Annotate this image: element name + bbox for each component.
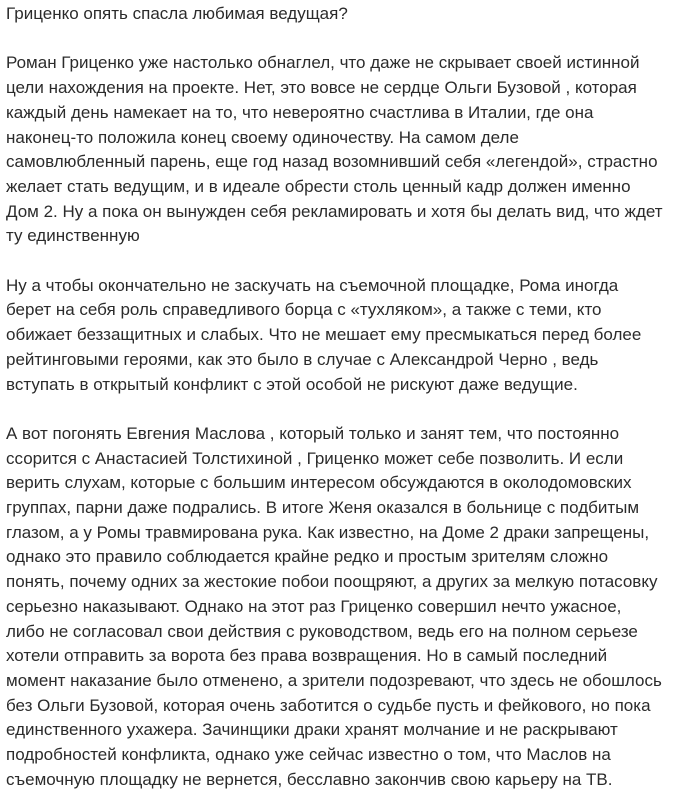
text-line: вступать в открытый конфликт с этой особой не рискуют даже ведущие. — [6, 374, 578, 394]
article-headline — [6, 2, 691, 27]
text-line: ту единственную — [6, 226, 140, 246]
text-line: понять, почему одних за жестокие побои поощряют, а других за мелкую потасовку — [6, 572, 658, 592]
text-line: без Ольги Бузовой, которая очень заботится о судьбе пусть и фейкового, но пока — [6, 695, 651, 715]
text-line: берет на себя роль справедливого борца с «тухляком», а также с теми, кто — [6, 300, 602, 320]
text-line: каждый день намекает на то, что невероятно счастлива в Италии, где она — [6, 102, 594, 122]
text-line: однако это правило соблюдается крайне редко и простым зрителям сложно — [6, 547, 609, 567]
paragraph-third — [6, 422, 691, 793]
text-line: съемочную площадку не вернется, бесславно закончив свою карьеру на ТВ. — [6, 769, 613, 789]
text-line: Дом 2. Ну а пока он вынужден себя рекламировать и хотя бы делать вид, что ждет — [6, 201, 663, 221]
text-line: самовлюбленный парень, еще год назад возомнивший себя «легендой», страстно — [6, 152, 658, 172]
paragraph-second — [6, 274, 691, 398]
text-line: наконец-то положила конец своему одиночеству. На самом деле — [6, 127, 519, 147]
text-line: А вот погонять Евгения Маслова , который только и занят тем, что постоянно — [6, 423, 620, 443]
text-line: обижает беззащитных и слабых. Что не мешает ему пресмыкаться перед более — [6, 325, 642, 345]
text-line: хотели отправить за ворота без права возвращения. Но в самый последний — [6, 646, 608, 666]
text-line: момент наказание было отменено, а зрители подозревают, что здесь не обошлось — [6, 670, 662, 690]
text-line: серьезно наказывают. Однако на этот раз Гриценко совершил нечто ужасное, — [6, 596, 622, 616]
text-line: подробностей конфликта, однако уже сейчас известно о том, что Маслов на — [6, 745, 611, 765]
text-line: ссорится с Анастасией Толстихиной , Гриценко может себе позволить. И если — [6, 448, 624, 468]
text-line: Ну а чтобы окончательно не заскучать на съемочной площадке, Рома иногда — [6, 275, 619, 295]
text-line: желает стать ведущим, и в идеале обрести столь ценный кадр должен именно — [6, 176, 631, 196]
text-line: либо не согласовал свои действия с руководством, ведь его на полном серьезе — [6, 621, 638, 641]
text-line: верить слухам, которые с большим интересом обсуждаются в околодомовских — [6, 473, 632, 493]
text-line: глазом, а у Ромы травмирована рука. Как известно, на Доме 2 драки запрещены, — [6, 522, 650, 542]
text-line: Гриценко опять спасла любимая ведущая? — [6, 4, 348, 23]
text-line: Роман Гриценко уже настолько обнаглел, что даже не скрывает своей истинной — [6, 53, 640, 73]
text-line: рейтинговыми героями, как это было в случае с Александрой Черно , ведь — [6, 349, 599, 369]
text-line: цели нахождения на проекте. Нет, это вовсе не сердце Ольги Бузовой , которая — [6, 78, 637, 98]
text-line: единственного ухажера. Зачинщики драки хранят молчание и не раскрывают — [6, 720, 618, 740]
text-line: группах, парни даже подрались. В итоге Женя оказался в больнице с подбитым — [6, 498, 640, 518]
paragraph-intro — [6, 51, 691, 249]
